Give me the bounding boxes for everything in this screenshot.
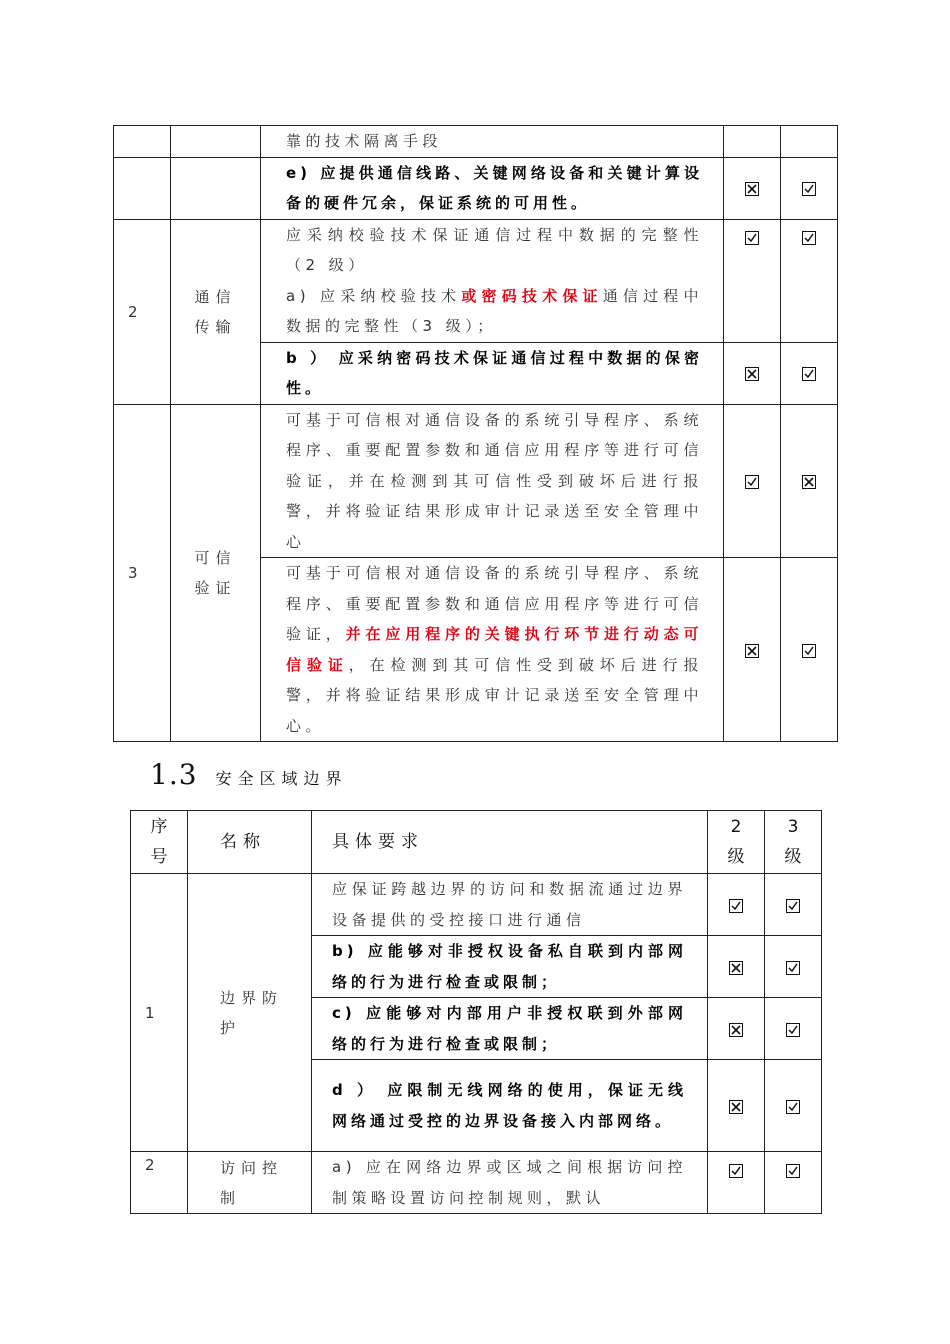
level2-cell [708,998,765,1060]
requirement-text: a) 应在网络边界或区域之间根据访问控制策略设置访问控制规则，默认 [312,1152,708,1214]
requirement-text: 可基于可信根对通信设备的系统引导程序、系统程序、重要配置参数和通信应用程序等进行可信验证，并在检测到其可信性受到破坏后进行报警，并将验证结果形成审计记录送至安全管理中心 [261,404,724,558]
requirements-table-boundary [130,810,822,1214]
level2-cell [724,157,781,219]
checked-box-icon [786,1023,800,1037]
requirement-text: 应保证跨越边界的访问和数据流通过边界设备提供的受控接口进行通信 [312,874,708,936]
level2-cell [724,558,781,742]
requirement-text: d ） 应限制无线网络的使用，保证无线网络通过受控的边界设备接入内部网络。 [312,1060,708,1152]
requirements-table-communication [113,125,838,742]
level3-cell [781,126,838,158]
requirement-text: 靠的技术隔离手段 [261,126,724,158]
checked-box-icon [802,182,816,196]
level3-cell [765,1060,822,1152]
seq-cell [114,126,171,158]
header-seq: 序 号 [131,811,188,874]
crossed-box-icon [729,1023,743,1037]
table-header-row [131,811,822,874]
requirement-name: 通信 传输 [171,219,261,404]
level3-cell [781,219,838,342]
header-requirement: 具体要求 [312,811,708,874]
seq-number: 2 [114,219,171,404]
level3-cell [781,157,838,219]
crossed-box-icon [729,1100,743,1114]
crossed-box-icon [802,475,816,489]
crossed-box-icon [745,182,759,196]
level2-cell [724,126,781,158]
level2-cell [708,874,765,936]
seq-number: 1 [131,874,188,1152]
crossed-box-icon [745,644,759,658]
requirement-name: 访问控 制 [188,1152,312,1214]
seq-number: 3 [114,404,171,742]
seq-number: 2 [131,1152,188,1214]
checked-box-icon [786,1100,800,1114]
checked-box-icon [729,1164,743,1178]
crossed-box-icon [745,367,759,381]
crossed-box-icon [729,961,743,975]
header-level2: 2 级 [708,811,765,874]
table-row [131,874,822,936]
header-name: 名称 [188,811,312,874]
requirement-text: c) 应能够对内部用户非授权联到外部网络的行为进行检查或限制； [312,998,708,1060]
table-row [131,1152,822,1214]
header-level3: 3 级 [765,811,822,874]
checked-box-icon [786,899,800,913]
checked-box-icon [745,475,759,489]
level3-cell [765,936,822,998]
section-title: 安全区域边界 [215,769,348,788]
level2-cell [724,219,781,342]
level2-cell [708,936,765,998]
requirement-name: 可信 验证 [171,404,261,742]
seq-cell [114,157,171,219]
checked-box-icon [786,961,800,975]
level3-cell [765,874,822,936]
requirement-text: 可基于可信根对通信设备的系统引导程序、系统程序、重要配置参数和通信应用程序等进行可信验证，并在应用程序的关键执行环节进行动态可信验证，在检测到其可信性受到破坏后进行报警，并将验证结果形成审计记录送至安全管理中心。 [261,558,724,742]
checked-box-icon [729,899,743,913]
requirement-name: 边界防 护 [188,874,312,1152]
requirement-text: b ） 应采纳密码技术保证通信过程中数据的保密性。 [261,342,724,404]
section-heading [150,758,348,791]
table-row [114,157,838,219]
name-cell [171,157,261,219]
table-row [114,404,838,558]
table-row [114,219,838,342]
requirement-text: 应采纳校验技术保证通信过程中数据的完整性（2 级） a) 应采纳校验技术或密码技术保证通信过程中数据的完整性（3 级）； [261,219,724,342]
level2-cell [724,342,781,404]
requirement-text: b) 应能够对非授权设备私自联到内部网络的行为进行检查或限制； [312,936,708,998]
level3-cell [765,998,822,1060]
checked-box-icon [802,644,816,658]
section-number: 1.3 [150,758,198,791]
level3-cell [781,342,838,404]
checked-box-icon [745,231,759,245]
level2-cell [708,1060,765,1152]
checked-box-icon [802,367,816,381]
name-cell [171,126,261,158]
level2-cell [724,404,781,558]
checked-box-icon [786,1164,800,1178]
checked-box-icon [802,231,816,245]
level2-cell [708,1152,765,1214]
level3-cell [781,404,838,558]
table-row [114,126,838,158]
level3-cell [765,1152,822,1214]
requirement-text: e) 应提供通信线路、关键网络设备和关键计算设备的硬件冗余，保证系统的可用性。 [261,157,724,219]
level3-cell [781,558,838,742]
